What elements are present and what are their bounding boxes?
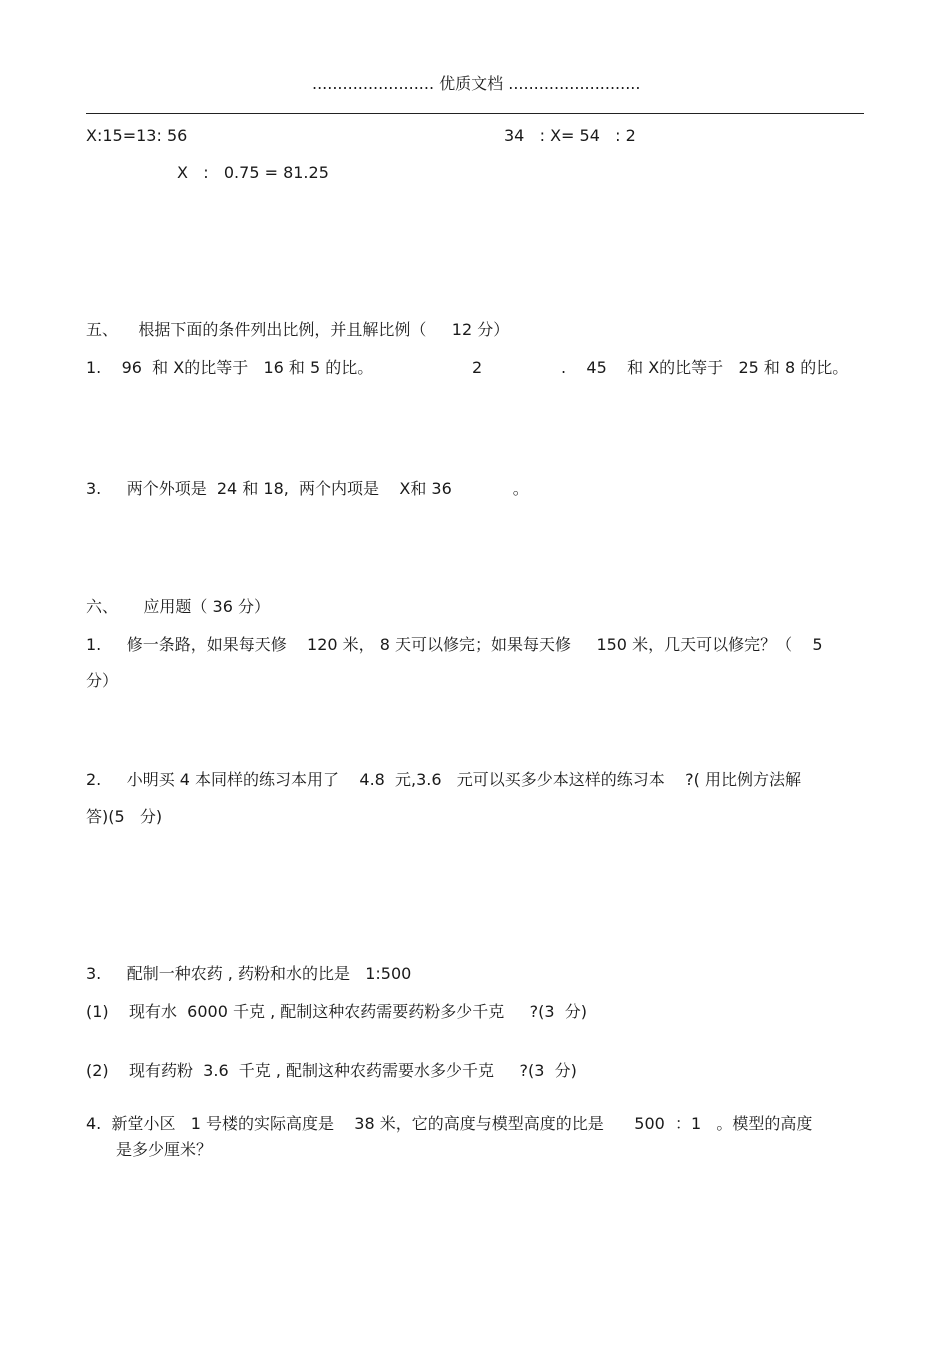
section-5-title: 五、 根据下面的条件列出比例，并且解比例（ 12 分） [86, 320, 510, 339]
section-6-question-4-line-2: 是多少厘米？ [116, 1140, 213, 1159]
section-6-title: 六、 应用题（ 36 分） [86, 597, 270, 616]
section-6-question-3-sub-1: (1) 现有水 6000 千克 , 配制这种农药需要药粉多少千克 ?(3 分) [86, 1002, 588, 1021]
section-6-question-1-line-2: 分） [86, 671, 119, 690]
equation-2: 34 : X= 54 : 2 [504, 126, 636, 145]
section-6-question-2-line-2: 答)(5 分) [86, 807, 163, 826]
page-header: ........................ 优质文档 .......................... [312, 74, 641, 93]
section-5-question-3: 3. 两个外项是 24 和 18, 两个内项是 X和 36 。 [86, 479, 529, 498]
equation-1: X:15=13: 56 [86, 126, 188, 145]
header-divider [86, 113, 864, 114]
section-6-question-3-sub-2: (2) 现有药粉 3.6 千克 , 配制这种农药需要水多少千克 ?(3 分) [86, 1061, 577, 1080]
section-6-question-2-line-1: 2. 小明买 4 本同样的练习本用了 4.8 元,3.6 元可以买多少本这样的练习本 ?( 用比例方法解 [86, 770, 801, 789]
section-6-question-4-line-1: 4. 新堂小区 1 号楼的实际高度是 38 米，它的高度与模型高度的比是 500 ：1 。模型的高度 [86, 1114, 813, 1133]
section-5-question-2-number: 2 [472, 358, 483, 377]
section-5-question-2: . 45 和 X的比等于 25 和 8 的比。 [561, 358, 849, 377]
section-6-question-1-line-1: 1. 修一条路，如果每天修 120 米， 8 天可以修完；如果每天修 150 米，几天可以修完？（ 5 [86, 635, 823, 654]
section-6-question-3-title: 3. 配制一种农药 , 药粉和水的比是 1:500 [86, 964, 412, 983]
equation-3: X : 0.75 = 81.25 [177, 163, 329, 182]
section-5-question-1: 1. 96 和 X的比等于 16 和 5 的比。 [86, 358, 374, 377]
